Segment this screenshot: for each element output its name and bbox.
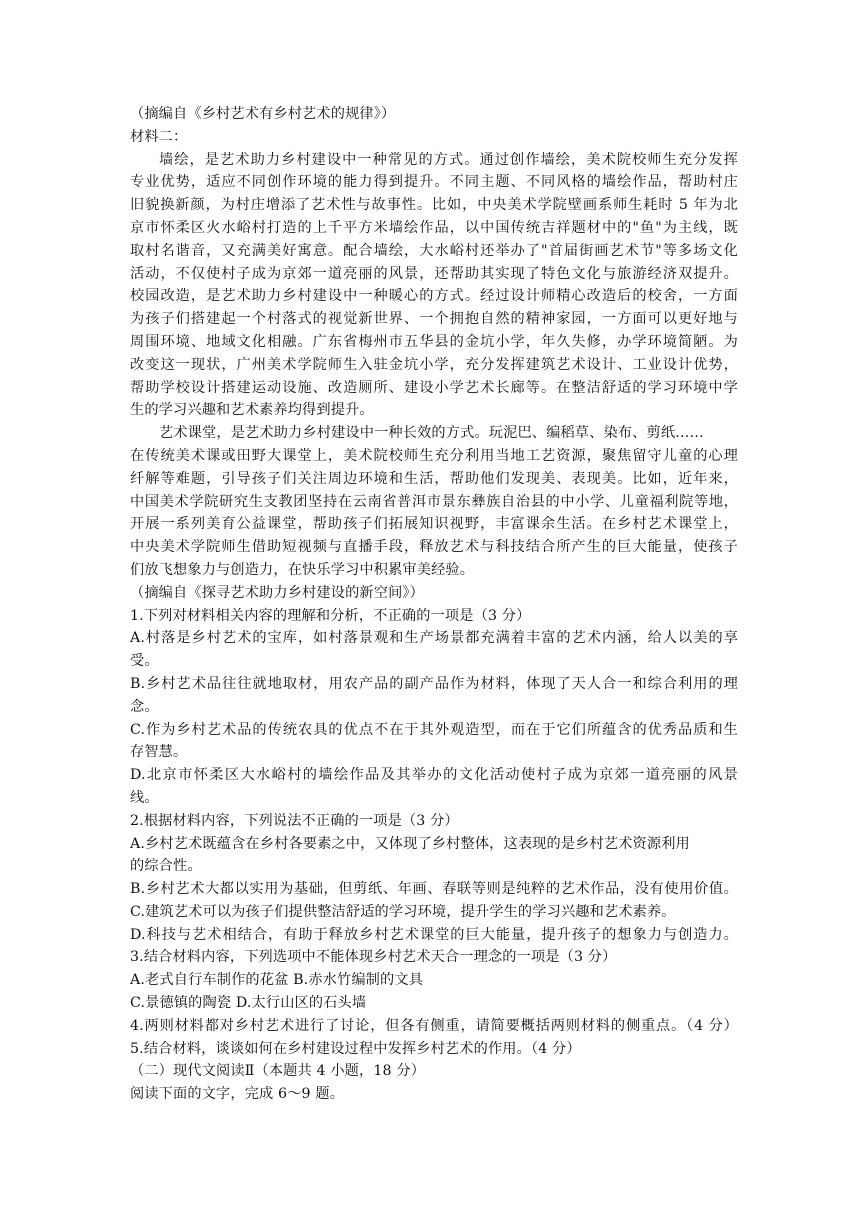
paragraph-line: 纤解等难题，引导孩子们关注周边环境和生活，帮助他们发现美、表现美。比如，近年来， <box>130 470 738 487</box>
document-page <box>130 103 738 1106</box>
paragraph-line: 取村名谐音，又充满美好寓意。配合墙绘，大水峪村还举办了"首届街画艺术节"等多场文化 <box>130 242 738 259</box>
paragraph-line: 艺术课堂，是艺术助力乡村建设中一种长效的方式。玩泥巴、编稻草、染布、剪纸…… <box>159 425 704 442</box>
question-2-option-b: B.乡村艺术大都以实用为基础，但剪纸、年画、春联等则是纯粹的艺术作品，没有使用价值。 <box>130 881 738 898</box>
paragraph-line: 京市怀柔区火水峪村打造的上千平方米墙绘作品，以中国传统吉祥题材中的"鱼"为主线，既 <box>130 219 738 236</box>
paragraph-line: 生的学习兴趣和艺术素养均得到提升。 <box>130 402 374 419</box>
paragraph-line: 校园改造，是艺术助力乡村建设中一种暖心的方式。经过设计师精心改造后的校舍，一方面 <box>130 288 738 305</box>
section-heading: （二）现代文阅读Ⅱ（本题共 4 小题，18 分） <box>130 1063 426 1080</box>
paragraph-line: 为孩子们搭建起一个村落式的视觉新世界、一个拥抱自然的精神家园，一方面可以更好地与 <box>130 311 738 328</box>
question-3-options-cd: C.景德镇的陶瓷 D.太行山区的石头墙 <box>130 995 367 1012</box>
question-1-option-a-cont: 受。 <box>130 653 159 670</box>
paragraph-line: 中国美术学院研究生支教团坚持在云南省普洱市景东彝族自治县的中小学、儿童福利院等地， <box>130 493 738 510</box>
reading-instruction: 阅读下面的文字，完成 6～9 题。 <box>130 1086 345 1103</box>
question-1-option-d-cont: 线。 <box>130 789 159 806</box>
question-5: 5.结合材料，谈谈如何在乡村建设过程中发挥乡村艺术的作用。（4 分） <box>130 1040 581 1057</box>
paragraph-line: 在传统美术课或田野大课堂上，美术院校师生充分利用当地工艺资源，聚焦留守儿童的心理 <box>130 447 738 464</box>
question-3: 3.结合材料内容，下列选项中不能体现乡村艺术天合一理念的一项是（3 分） <box>130 949 617 966</box>
question-1-option-a: A.村落是乡村艺术的宝库，如村落景观和生产场景都充满着丰富的艺术内涵，给人以美的享 <box>130 630 738 647</box>
paragraph-line: 旧貌换新颜，为村庄增添了艺术性与故事性。比如，中央美术学院壁画系师生耗时 5 年为北 <box>130 197 738 214</box>
paragraph-line: 中央美术学院师生借助短视频与直播手段，释放艺术与科技结合所产生的巨大能量，使孩子 <box>130 539 738 556</box>
question-1-option-c: C.作为乡村艺术品的传统农具的优点不在于其外观造型，而在于它们所蕴含的优秀品质和生 <box>130 721 738 738</box>
question-2: 2.根据材料内容，下列说法不正确的一项是（3 分） <box>130 812 459 829</box>
paragraph-line: 帮助学校设计搭建运动设施、改造厕所、建设小学艺术长廊等。在整洁舒适的学习环境中学 <box>130 379 738 396</box>
question-2-option-a-cont: 的综合性。 <box>130 858 202 875</box>
paragraph-line: 们放飞想象力与创造力，在快乐学习中积累审美经验。 <box>130 561 475 578</box>
question-1-option-b: B.乡村艺术品往往就地取材，用农产品的副产品作为材料，体现了天人合一和综合利用的理 <box>130 675 738 692</box>
question-1-option-c-cont: 存智慧。 <box>130 744 188 761</box>
question-2-option-c: C.建筑艺术可以为孩子们提供整洁舒适的学习环境，提升学生的学习兴趣和艺术素养。 <box>130 903 676 920</box>
question-2-option-d: D.科技与艺术相结合，有助于释放乡村艺术课堂的巨大能量，提升孩子的想象力与创造力。 <box>130 926 738 943</box>
paragraph-line: 墙绘，是艺术助力乡村建设中一种常见的方式。通过创作墙绘，美术院校师生充分发挥 <box>159 151 738 168</box>
question-1-option-b-cont: 念。 <box>130 698 159 715</box>
question-1: 1.下列对材料相关内容的理解和分析，不正确的一项是（3 分） <box>130 607 531 624</box>
question-4: 4.两则材料都对乡村艺术进行了讨论，但各有侧重，请简要概括两则材料的侧重点。（4 分） <box>130 1017 738 1034</box>
source-note-2: （摘编自《探寻艺术助力乡村建设的新空间》） <box>130 584 424 601</box>
question-3-options-ab: A.老式自行车制作的花盆 B.赤水竹编制的文具 <box>130 972 424 989</box>
source-note-1: （摘编自《乡村艺术有乡村艺术的规律》） <box>130 106 396 122</box>
paragraph-line: 改变这一现状，广州美术学院师生入驻金坑小学，充分发挥建筑艺术设计、工业设计优势， <box>130 356 738 373</box>
paragraph-line: 开展一系列美育公益课堂，帮助孩子们拓展知识视野，丰富课余生活。在乡村艺术课堂上， <box>130 516 738 533</box>
paragraph-line: 活动，不仅使村子成为京郊一道亮丽的风景，还帮助其实现了特色文化与旅游经济双提升。 <box>130 265 738 282</box>
paragraph-line: 周围环境、地域文化相融。广东省梅州市五华县的金坑小学，年久失修，办学环境简陋。为 <box>130 333 738 350</box>
material-two-heading: 材料二： <box>130 128 188 145</box>
question-1-option-d: D.北京市怀柔区大水峪村的墙绘作品及其举办的文化活动使村子成为京郊一道亮丽的风景 <box>130 767 738 784</box>
question-2-option-a: A.乡村艺术既蕴含在乡村各要素之中，又体现了乡村整体，这表现的是乡村艺术资源利用 <box>130 835 690 852</box>
paragraph-line: 专业优势，适应不同创作环境的能力得到提升。不同主题、不同风格的墙绘作品，帮助村庄 <box>130 174 738 191</box>
